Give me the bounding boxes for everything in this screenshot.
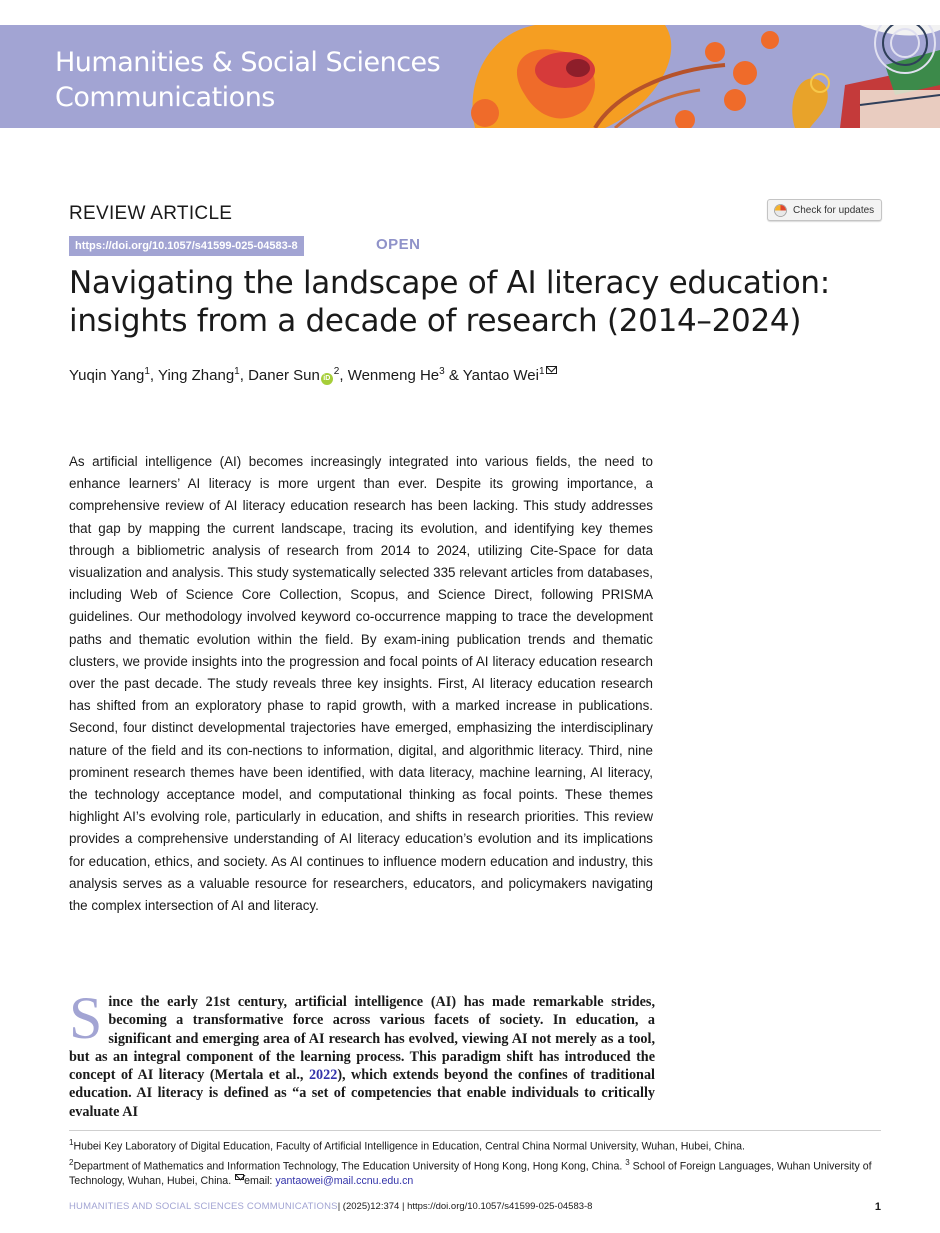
body-text-part2: ), which extends beyond the confines of traditional education. AI literacy is defined as “a set of competencies that enable individuals to critically evaluate AI [69,1067,655,1120]
affiliation-number: 3 [625,1157,630,1167]
email-envelope-icon [235,1174,244,1180]
author-name[interactable]: Wenmeng He [347,367,440,384]
article-type: REVIEW ARTICLE [69,203,233,224]
doi-link[interactable]: https://doi.org/10.1057/s41599-025-04583-8 [69,236,304,256]
author-name[interactable]: Ying Zhang [158,367,235,384]
envelope-icon[interactable] [546,366,557,374]
open-access-label: OPEN [376,236,421,253]
article-title-line1: Navigating the landscape of AI literacy education: [69,265,830,301]
affiliation-1 [69,1135,881,1155]
author-list [69,366,557,385]
affiliation-text: Hubei Key Laboratory of Digital Education, Faculty of Artificial Intelligence in Education, Central China Normal University, Wuhan, Hubei, China. [73,1140,745,1153]
citation-link[interactable]: 2022 [308,1067,338,1084]
affiliations-footnote [69,1130,881,1189]
journal-name[interactable] [55,45,440,115]
journal-name-line2: Communications [55,82,275,113]
body-text-part1: ince the early 21st century, artificial intelligence (AI) has made remarkable strides, becoming a transformative force across various facets of society. In education, a significant and emerging area of AI research has evolved, viewing AI not merely as a tool, but as an integral component of the learning process. This paradigm shift has introduced the concept of AI literacy (Mertala et al., [69,994,655,1084]
orcid-icon[interactable]: iD [321,373,333,385]
author-separator: , [339,367,348,384]
article-title-line2: insights from a decade of research (2014–2024) [69,303,802,339]
page-number: 1 [874,1201,881,1213]
check-updates-label: Check for updates [793,204,875,216]
banner-artwork [465,25,940,128]
abstract: As artificial intelligence (AI) becomes increasingly integrated into various fields, the need to enhance learners’ AI literacy is more urgent than ever. Despite its growing importance, a comprehensive review of AI literacy education research has been lacking. This study addresses that gap by mapping the current landscape, tracing its evolution, and identifying key themes through a bibliometric analysis of research from 2014 to 2024, utilizing Cite-Space for data visualization and analysis. This study systematically selected 335 relevant articles from databases, including Web of Science Core Collection, Scopus, and Science Direct, following PRISMA guidelines. Our methodology involved keyword co-occurrence mapping to trace the development paths and thematic evolution within the field. By exam-ining publication trends and thematic clusters, we provide insights into the progression and focal points of AI literacy education research over the past decade. The study reveals three key insights. First, AI literacy education research has shifted from an exploratory phase to rapid growth, with a marked increase in publications. Second, four distinct developmental trajectories have emerged, emphasizing the interdisciplinary nature of the field and its con-nections to information, digital, and algorithmic literacy. Third, nine prominent research themes have been identified, with data literacy, machine learning, AI literacy, the technology acceptance model, and computational thinking as focal points. These themes highlight AI’s evolving role, particularly in education, and shifts in research priorities. This review provides a comprehensive understanding of AI literacy education’s evolution and its implications for education, ethics, and society. As AI continues to influence modern education and industry, this analysis serves as a valuable resource for researchers, educators, and policymakers navigating the complex intersection of AI and literacy. [69,454,653,914]
affiliation-number: 1 [69,1138,74,1147]
body-paragraph [69,985,655,1121]
email-label: email: [244,1175,273,1188]
author-name[interactable]: Yantao Wei [462,367,539,384]
affiliation-text: Department of Mathematics and Information Technology, The Education University of Hong Kong, Hong Kong, China. [73,1160,623,1173]
check-for-updates-button[interactable] [767,199,882,221]
affiliation-marker: 1 [538,366,545,377]
page-footer [69,1201,881,1212]
affiliation-2-3 [69,1155,881,1190]
author-separator: & [444,367,463,384]
author-name[interactable]: Yuqin Yang [69,367,145,384]
affiliation-marker: 3 [439,366,445,377]
author-separator: , [239,367,249,384]
drop-cap: S [69,985,103,1051]
email-link[interactable]: yantaowei@mail.ccnu.edu.cn [275,1175,414,1188]
author-name[interactable]: Daner Sun [248,367,320,384]
author-separator: , [149,367,158,384]
affiliation-text: School of Foreign Languages, Wuhan University of Technology, Wuhan, Hubei, China. [69,1160,872,1188]
article-title [69,264,909,340]
affiliation-number: 2 [69,1157,74,1167]
journal-name-line1: Humanities & Social Sciences [55,47,441,78]
affiliation-marker: 1 [144,366,150,377]
journal-banner [0,25,940,128]
affiliation-marker: 2 [333,366,340,377]
affiliation-marker: 1 [234,366,240,377]
check-updates-icon [774,204,787,217]
footer-citation: | (2025)12:374 | https://doi.org/10.1057/s41599-025-04583-8 [337,1201,593,1212]
footer-journal-name[interactable]: HUMANITIES AND SOCIAL SCIENCES COMMUNICATIONS [69,1201,338,1212]
